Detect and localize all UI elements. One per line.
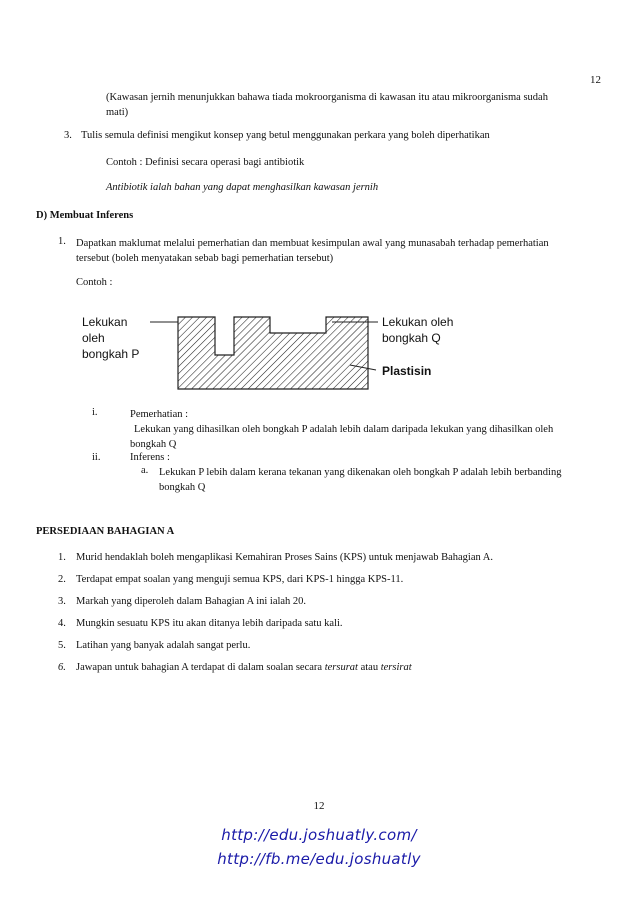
persediaan-heading: PERSEDIAAN BAHAGIAN A: [36, 526, 175, 537]
footer-url-1[interactable]: http://edu.joshuatly.com/: [221, 826, 417, 844]
inference-number: ii.: [92, 452, 101, 463]
item6-word-tersirat: tersirat: [380, 662, 412, 673]
list-item-number: 2.: [58, 574, 66, 585]
observation-block: [130, 407, 608, 452]
list-item-text: Latihan yang banyak adalah sangat perlu.: [76, 640, 251, 651]
example-definition: Contoh : Definisi secara operasi bagi antibiotik: [106, 157, 305, 168]
d-example-label: Contoh :: [76, 277, 113, 288]
label-plastisin: Plastisin: [382, 364, 432, 378]
intro-line-2: mati): [106, 107, 129, 118]
list-item-number: 4.: [58, 618, 66, 629]
item6-middle: atau: [357, 662, 381, 673]
list-item-number: 5.: [58, 640, 66, 651]
observation-label: Pemerhatian :: [130, 409, 189, 420]
intro-paragraph: [106, 90, 606, 120]
d-item1-line-2: tersebut (boleh menyatakan sebab bagi pemerhatian tersebut): [76, 253, 334, 264]
inference-label: Inferens :: [130, 452, 170, 463]
page-number-top: 12: [590, 74, 601, 86]
label-q-line-2: bongkah Q: [382, 331, 441, 345]
list-item-text: Mungkin sesuatu KPS itu akan ditanya lebih daripada satu kali.: [76, 618, 343, 629]
list-item-number: 6.: [58, 662, 66, 673]
d-item1-text: [76, 236, 606, 266]
list-item-text: Terdapat empat soalan yang menguji semua KPS, dari KPS-1 hingga KPS-11.: [76, 574, 404, 585]
observation-line-2: bongkah Q: [130, 439, 177, 450]
list-item-text: Markah yang diperoleh dalam Bahagian A ini ialah 20.: [76, 596, 307, 607]
item6-text-before: Jawapan untuk bahagian A terdapat di dalam soalan secara: [76, 662, 325, 673]
section-d-heading: D) Membuat Inferens: [36, 210, 134, 221]
d-item1-number: 1.: [58, 236, 66, 247]
list-item-text: [76, 662, 412, 673]
intro-line-1: (Kawasan jernih menunjukkan bahawa tiada mokroorganisma di kawasan itu atau mikroorganisma sudah: [106, 92, 548, 103]
item3-number: 3.: [64, 130, 72, 141]
item3-text: Tulis semula definisi mengikut konsep yang betul menggunakan perkara yang boleh diperhatikan: [81, 130, 490, 141]
label-p-line-3: bongkah P: [82, 347, 140, 361]
label-p-line-2: oleh: [82, 331, 105, 345]
inference-a-number: a.: [141, 465, 149, 476]
label-q-line-1: Lekukan oleh: [382, 315, 454, 329]
plasticine-figure: [70, 305, 490, 397]
inference-a-line-2: bongkah Q: [159, 482, 206, 493]
antibiotic-definition: Antibiotik ialah bahan yang dapat menghasilkan kawasan jernih: [106, 182, 379, 193]
list-item-number: 3.: [58, 596, 66, 607]
plasticine-block: [178, 317, 368, 389]
observation-number: i.: [92, 407, 98, 418]
label-p-line-1: Lekukan: [82, 315, 128, 329]
footer-url-2[interactable]: http://fb.me/edu.joshuatly: [217, 850, 421, 868]
item6-word-tersurat: tersurat: [324, 662, 358, 673]
observation-line-1: Lekukan yang dihasilkan oleh bongkah P adalah lebih dalam daripada lekukan yang dihasilkan oleh: [134, 424, 554, 435]
list-item-text: Murid hendaklah boleh mengaplikasi Kemahiran Proses Sains (KPS) untuk menjawab Bahagian A.: [76, 552, 494, 563]
page-number-bottom: 12: [313, 800, 325, 812]
inference-a-text: [159, 465, 609, 495]
d-item1-line-1: Dapatkan maklumat melalui pemerhatian dan membuat kesimpulan awal yang munasabah terhadap pemerhatian: [76, 238, 549, 249]
list-item-number: 1.: [58, 552, 66, 563]
inference-a-line-1: Lekukan P lebih dalam kerana tekanan yang dikenakan oleh bongkah P adalah lebih berbanding: [159, 467, 562, 478]
